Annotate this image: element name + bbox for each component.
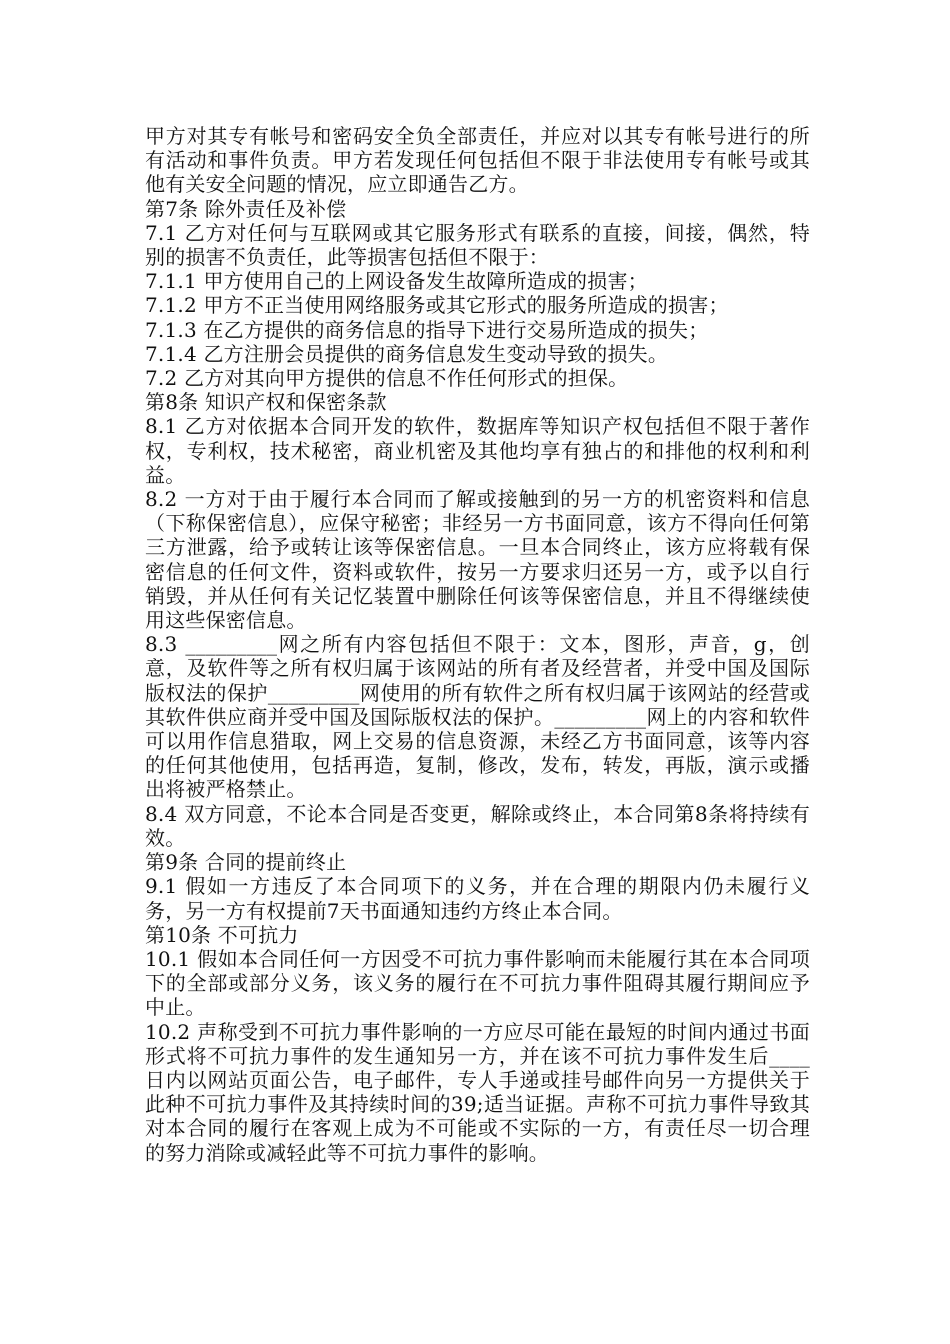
clause-10-2: 10.2 声称受到不可抗力事件影响的一方应尽可能在最短的时间内通过书面形式将不可抗力事件的发生通知另一方，并在该不可抗力事件发生后____日内以网站页面公告，电子邮件，专人手递或挂号邮件向另一方提供关于此种不可抗力事件及其持续时间的39;适当证据。声称不可抗力事件导致其对本合同的履行在客观上成为不可能或不实际的一方，有责任尽一切合理的努力消除或减轻此等不可抗力事件的影响。 [145,1019,810,1165]
clause-7-1-1: 7.1.1 甲方使用自己的上网设备发生故障所造成的损害； [145,269,648,294]
heading-article-9: 第9条 合同的提前终止 [145,850,347,875]
heading-article-10: 第10条 不可抗力 [145,922,299,947]
clause-8-2: 8.2 一方对于由于履行本合同而了解或接触到的另一方的机密资料和信息（下称保密信息），应保守秘密；非经另一方书面同意，该方不得向任何第三方泄露，给予或转让该等保密信息。一旦本合同终止，该方应将载有保密信息的任何文件，资料或软件，按另一方要求归还另一方，或予以自行销毁，并从任何有关记忆装置中删除任何该等保密信息，并且不得继续使用这些保密信息。 [145,487,810,633]
clause-7-1-4: 7.1.4 乙方注册会员提供的商务信息发生变动导致的损失。 [145,341,669,366]
heading-article-8: 第8条 知识产权和保密条款 [145,390,387,415]
paragraph-account-responsibility: 甲方对其专有帐号和密码安全负全部责任，并应对以其专有帐号进行的所有活动和事件负责。甲方若发现任何包括但不限于非法使用专有帐号或其他有关安全问题的情况，应立即通告乙方。 [145,124,810,197]
clause-9-1: 9.1 假如一方违反了本合同项下的义务，并在合理的期限内仍未履行义务，另一方有权提前7天书面通知违约方终止本合同。 [145,874,810,923]
clause-7-2: 7.2 乙方对其向甲方提供的信息不作任何形式的担保。 [145,366,629,391]
clause-7-1-2: 7.1.2 甲方不正当使用网络服务或其它形式的服务所造成的损害； [145,293,729,318]
clause-8-3: 8.3 _________网之所有内容包括但不限于：文本，图形，声音，g，创意，及软件等之所有权归属于该网站的所有者及经营者，并受中国及国际版权法的保护_________网使用的所有软件之所有权归属于该网站的经营或其软件供应商并受中国及国际版权法的保护。_________网上的内容和软件可以用作信息猎取，网上交易的信息资源，未经乙方书面同意，该等内容的任何其他使用，包括再造，复制，修改，发布，转发，再版，演示或播出将被严格禁止。 [145,632,810,802]
clause-7-1-3: 7.1.3 在乙方提供的商务信息的指导下进行交易所造成的损失； [145,317,709,342]
clause-7-1: 7.1 乙方对任何与互联网或其它服务形式有联系的直接，间接，偶然，特别的损害不负责任，此等损害包括但不限于： [145,220,810,270]
clause-8-4: 8.4 双方同意，不论本合同是否变更，解除或终止，本合同第8条将持续有效。 [145,801,810,850]
clause-10-1: 10.1 假如本合同任何一方因受不可抗力事件影响而未能履行其在本合同项下的全部或部分义务，该义务的履行在不可抗力事件阻碍其履行期间应予中止。 [145,946,810,1020]
document-body [145,124,810,1165]
heading-article-7: 第7条 除外责任及补偿 [145,196,347,221]
clause-8-1: 8.1 乙方对依据本合同开发的软件，数据库等知识产权包括但不限于著作权，专利权，技术秘密，商业机密及其他均享有独占的和排他的权利和利益。 [145,414,810,487]
